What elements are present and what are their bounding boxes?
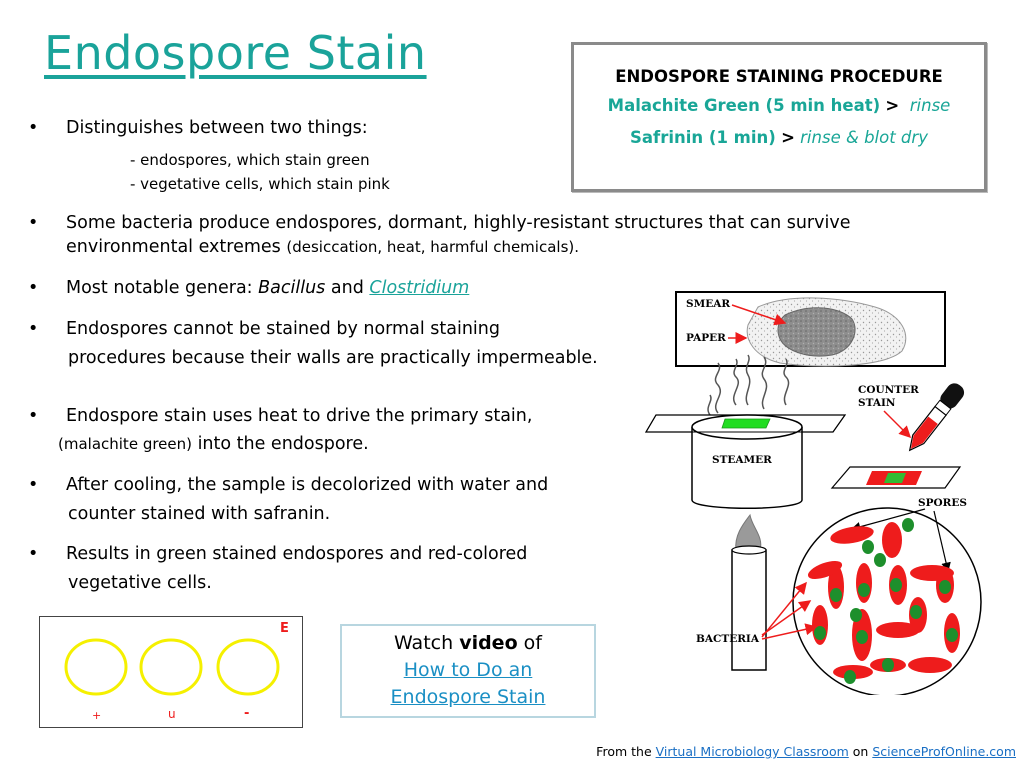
counter-stain-dropper (858, 380, 967, 456)
endospore (939, 580, 951, 594)
endospore (862, 540, 874, 554)
endospore (946, 628, 958, 642)
paper-label: PAPER (686, 332, 726, 344)
step-2-stain: Safrinin (1 min) (630, 128, 776, 147)
label-u: u (168, 707, 176, 721)
label-e: E (280, 621, 289, 636)
bullet-3-prefix: Most notable genera: (66, 278, 259, 298)
bullet-dot: • (28, 118, 39, 138)
bullet-1-sub1: - endospores, which stain green (130, 151, 370, 169)
procedure-heading: ENDOSPORE STAINING PROCEDURE (615, 67, 943, 86)
cell-outline-1 (66, 640, 126, 694)
endospore (890, 578, 902, 592)
video-word: video (459, 632, 518, 654)
bullet-5-line1: Endospore stain uses heat to drive the primary stain, (66, 406, 533, 426)
endospore (844, 670, 856, 684)
bullet-4 (28, 315, 500, 343)
bunsen-burner (732, 515, 766, 670)
bacterium (908, 657, 952, 673)
bullet-1-text: Distinguishes between two things: (66, 118, 368, 138)
bullet-dot: • (28, 319, 39, 339)
endospore (830, 588, 842, 602)
procedure-step-1 (574, 94, 984, 118)
endospore (882, 658, 894, 672)
procedure-step-2 (574, 126, 984, 150)
label-plus: + (92, 709, 102, 722)
spores-label: SPORES (918, 497, 967, 509)
bullet-dot: • (28, 278, 39, 298)
bullet-7-line2: vegetative cells. (68, 573, 212, 593)
step-1-arrow: > (885, 96, 900, 115)
endospore (858, 583, 870, 597)
step-2-arrow: > (781, 128, 795, 147)
steamer-label: STEAMER (712, 454, 772, 466)
smear-label: SMEAR (686, 298, 731, 310)
video-watch: Watch (393, 632, 460, 654)
staining-diagram (640, 285, 1024, 695)
bullet-dot: • (28, 213, 39, 233)
video-box (340, 624, 596, 718)
smear-shape (778, 308, 855, 356)
endospore (850, 608, 862, 622)
genus-bacillus: Bacillus (258, 278, 326, 298)
bullet-1 (28, 114, 368, 142)
endospore (856, 630, 868, 644)
bullet-6 (28, 471, 549, 499)
bacteria-label: BACTERIA (696, 633, 759, 645)
footer-credit (596, 744, 1016, 759)
page-title: Endospore Stain (44, 26, 427, 80)
cell-illustration-box (39, 616, 303, 728)
bacterium (882, 522, 902, 558)
bullet-5 (28, 402, 533, 430)
bullet-4-line1: Endospores cannot be stained by normal staining (66, 319, 500, 339)
bullet-7 (28, 540, 528, 568)
video-of: of (517, 632, 542, 654)
bullet-1-sub2: - vegetative cells, which stain pink (130, 175, 390, 193)
bullet-5-line2-small: (malachite green) (58, 435, 192, 453)
cell-outline-2 (141, 640, 201, 694)
genus-clostridium-link[interactable]: Clostridium (369, 278, 470, 298)
video-watch-line (342, 630, 594, 657)
footer-on: on (848, 744, 873, 759)
bullet-5-line2-main: into the endospore. (192, 434, 369, 454)
step-1-after: rinse (909, 96, 951, 115)
bullet-2-line1: Some bacteria produce endospores, dormant, highly-resistant structures that can survive (66, 213, 851, 233)
bullet-4-line2: procedures because their walls are practically impermeable. (68, 348, 598, 368)
bullet-7-line1: Results in green stained endospores and red-colored (66, 544, 528, 564)
endospore (902, 518, 914, 532)
procedure-box (571, 42, 987, 192)
bullet-6-line1: After cooling, the sample is decolorized with water and (66, 475, 549, 495)
bullet-2-line2-small: (desiccation, heat, harmful chemicals). (286, 238, 579, 256)
footer-from: From the (596, 744, 656, 759)
footer-link-classroom[interactable]: Virtual Microbiology Classroom (655, 744, 849, 759)
step-2-after: rinse & blot dry (800, 128, 928, 147)
cell-outline-3 (218, 640, 278, 694)
smear-panel (676, 292, 945, 366)
bullet-2-line2-main: environmental extremes (66, 237, 281, 257)
footer-link-site[interactable]: ScienceProfOnline.com (872, 744, 1016, 759)
video-link-line2: Endospore Stain (390, 686, 546, 708)
endospore (910, 605, 922, 619)
bullet-5-line2 (58, 430, 369, 458)
bullet-2-line2 (66, 233, 579, 261)
endospore (814, 626, 826, 640)
video-link[interactable] (342, 657, 594, 711)
bullet-3-and: and (325, 278, 370, 298)
endospore (874, 553, 886, 567)
bullet-dot: • (28, 544, 39, 564)
bullet-dot: • (28, 406, 39, 426)
bullet-6-line2: counter stained with safranin. (68, 504, 331, 524)
step-1-stain: Malachite Green (5 min heat) (607, 96, 881, 115)
bullet-dot: • (28, 475, 39, 495)
counter-stain-label-2: STAIN (858, 397, 896, 409)
label-minus: - (244, 706, 250, 721)
bullet-3 (28, 274, 470, 302)
counter-stain-label-1: COUNTER (858, 384, 919, 396)
video-link-line1: How to Do an (403, 659, 533, 681)
